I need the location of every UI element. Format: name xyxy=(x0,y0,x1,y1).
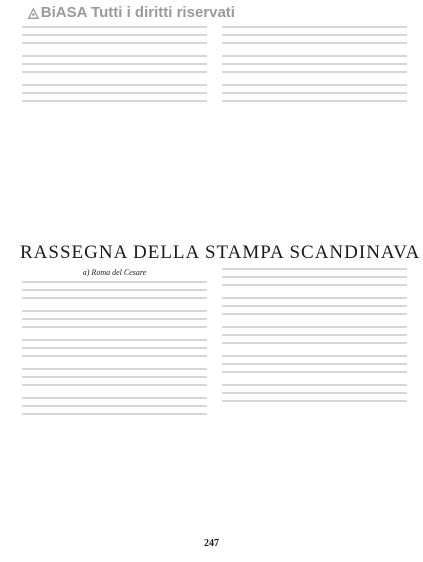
paragraph xyxy=(222,355,407,379)
paragraph xyxy=(22,339,207,363)
paragraph xyxy=(222,297,407,321)
paragraph xyxy=(222,326,407,350)
right-column-main xyxy=(222,268,407,533)
paragraph xyxy=(222,26,407,50)
watermark-text: BiASA Tutti i diritti riservati xyxy=(40,4,235,21)
paragraph xyxy=(22,84,207,108)
paragraph xyxy=(222,268,407,292)
paragraph xyxy=(22,397,207,421)
right-column-top xyxy=(222,26,407,226)
watermark xyxy=(28,4,413,21)
section-label: a) Roma del Cesare xyxy=(82,268,147,277)
paragraph xyxy=(222,384,407,408)
paragraph xyxy=(22,281,207,305)
left-column-top xyxy=(22,26,207,226)
paragraph xyxy=(22,310,207,334)
paragraph xyxy=(22,368,207,392)
watermark-logo-icon: ◬ xyxy=(28,4,39,20)
left-column-main xyxy=(22,268,207,533)
paragraph xyxy=(222,84,407,108)
paragraph xyxy=(22,55,207,79)
paragraph xyxy=(22,26,207,50)
section-heading: RASSEGNA DELLA STAMPA SCANDINAVA xyxy=(20,242,421,263)
page-number: 247 xyxy=(204,538,219,549)
paragraph xyxy=(222,55,407,79)
